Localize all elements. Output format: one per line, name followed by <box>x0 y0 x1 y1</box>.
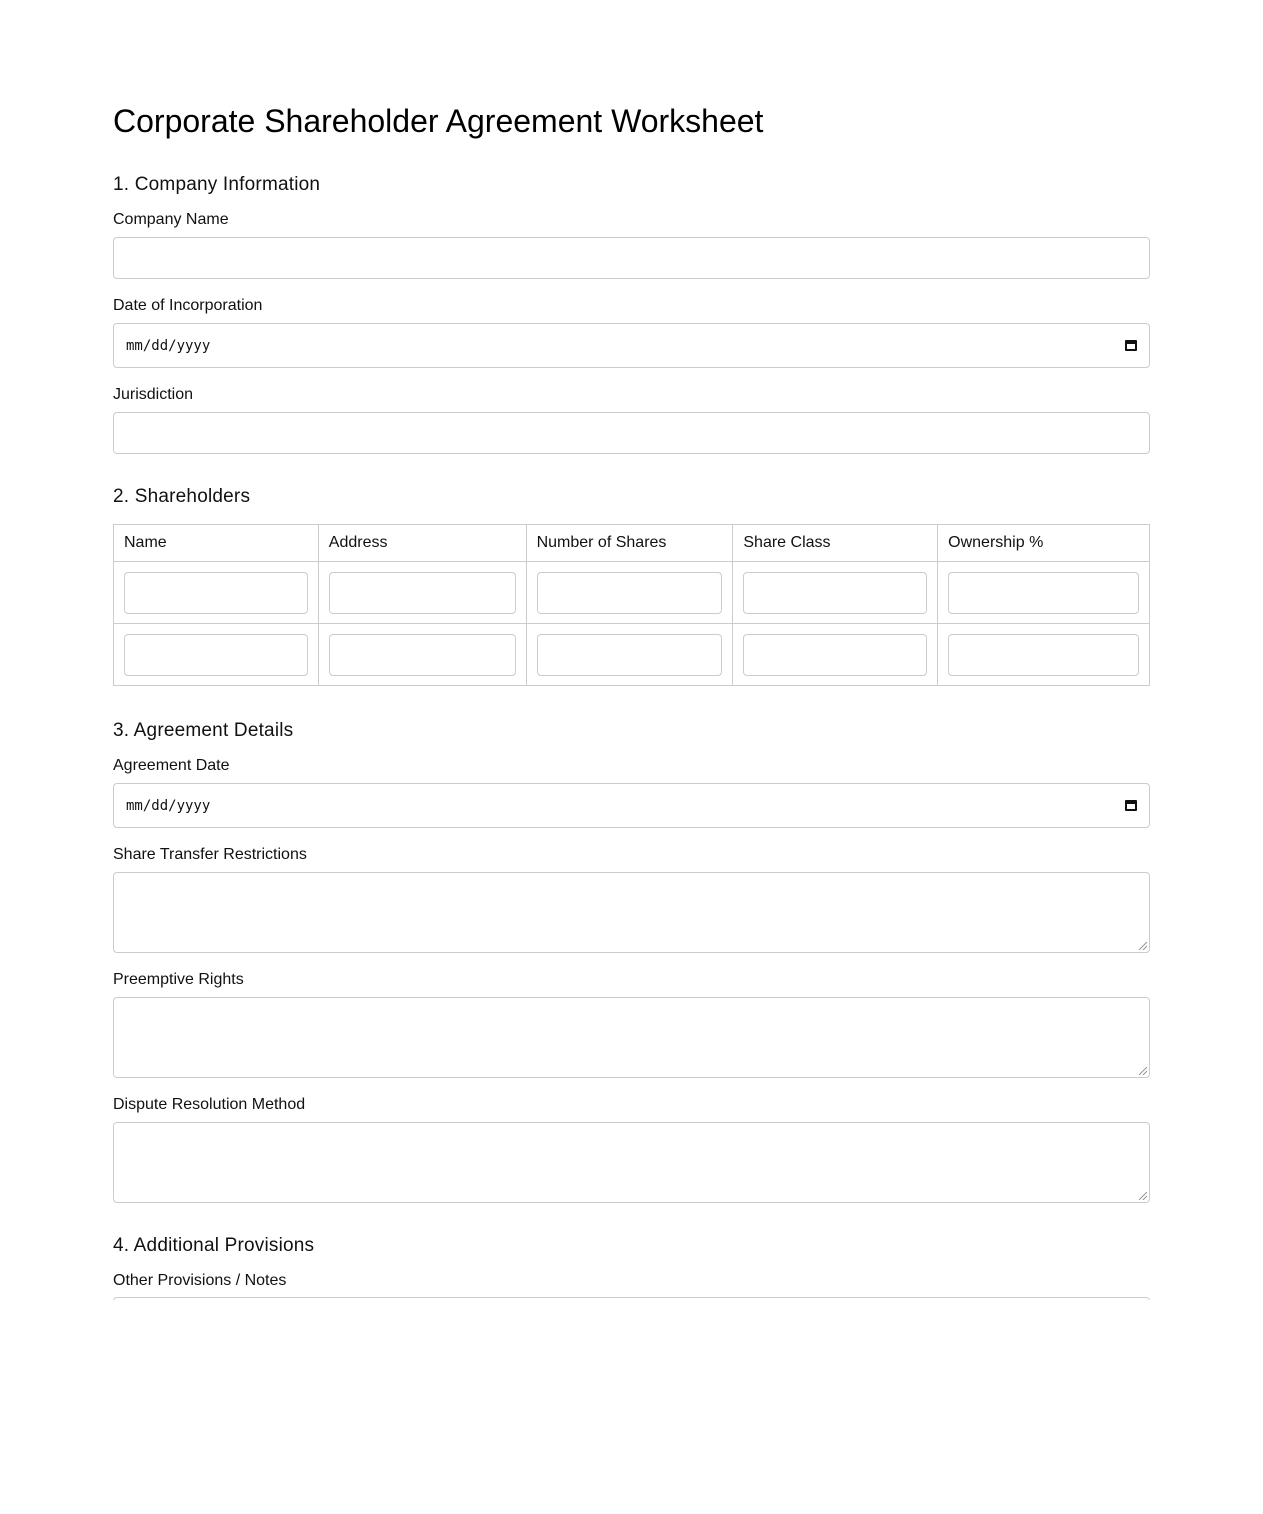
resize-handle-icon[interactable] <box>1139 1067 1147 1075</box>
transfer-restrictions-label: Share Transfer Restrictions <box>113 846 307 863</box>
jurisdiction-input[interactable] <box>113 412 1150 454</box>
table-cell <box>733 624 938 686</box>
shareholder-2-address-input[interactable] <box>329 634 516 676</box>
company-name-label: Company Name <box>113 211 229 228</box>
resize-handle-icon[interactable] <box>1139 942 1147 950</box>
table-cell <box>318 624 526 686</box>
incorporation-date-label: Date of Incorporation <box>113 297 263 314</box>
table-cell <box>938 562 1150 624</box>
dispute-resolution-textarea[interactable] <box>113 1122 1150 1203</box>
other-provisions-label: Other Provisions / Notes <box>113 1272 287 1289</box>
resize-handle-icon[interactable] <box>1139 1192 1147 1200</box>
table-header-row <box>114 525 1150 562</box>
section-heading-shareholders: 2. Shareholders <box>113 486 251 507</box>
shareholder-2-class-input[interactable] <box>743 634 927 676</box>
table-cell <box>938 624 1150 686</box>
shareholder-2-name-input[interactable] <box>124 634 308 676</box>
table-row <box>114 562 1150 624</box>
company-name-input[interactable] <box>113 237 1150 279</box>
table-cell <box>114 624 319 686</box>
other-provisions-textarea[interactable] <box>113 1297 1150 1300</box>
shareholders-table <box>113 524 1150 686</box>
shareholder-1-address-input[interactable] <box>329 572 516 614</box>
shareholder-2-ownership-input[interactable] <box>948 634 1139 676</box>
table-cell <box>114 562 319 624</box>
shareholder-1-class-input[interactable] <box>743 572 927 614</box>
preemptive-rights-label: Preemptive Rights <box>113 971 244 988</box>
incorporation-date-input[interactable] <box>113 323 1150 368</box>
dispute-resolution-label: Dispute Resolution Method <box>113 1096 306 1113</box>
calendar-icon[interactable] <box>1125 800 1137 811</box>
agreement-date-input[interactable] <box>113 783 1150 828</box>
transfer-restrictions-textarea[interactable] <box>113 872 1150 953</box>
jurisdiction-label: Jurisdiction <box>113 386 194 403</box>
table-cell <box>318 562 526 624</box>
column-header-number-of-shares: Number of Shares <box>526 525 733 562</box>
shareholder-2-shares-input[interactable] <box>537 634 723 676</box>
section-heading-additional-provisions: 4. Additional Provisions <box>113 1235 315 1256</box>
table-cell <box>526 562 733 624</box>
column-header-address: Address <box>318 525 526 562</box>
calendar-icon[interactable] <box>1125 340 1137 351</box>
agreement-date-placeholder: mm/dd/yyyy <box>126 797 211 814</box>
section-heading-agreement-details: 3. Agreement Details <box>113 720 294 741</box>
shareholder-1-name-input[interactable] <box>124 572 308 614</box>
page-title: Corporate Shareholder Agreement Worksheet <box>113 103 764 139</box>
section-heading-company-information: 1. Company Information <box>113 174 321 195</box>
column-header-ownership-percent: Ownership % <box>938 525 1150 562</box>
table-cell <box>733 562 938 624</box>
column-header-share-class: Share Class <box>733 525 938 562</box>
preemptive-rights-textarea[interactable] <box>113 997 1150 1078</box>
shareholder-1-ownership-input[interactable] <box>948 572 1139 614</box>
table-cell <box>526 624 733 686</box>
agreement-date-label: Agreement Date <box>113 757 230 774</box>
column-header-name: Name <box>114 525 319 562</box>
table-row <box>114 624 1150 686</box>
incorporation-date-placeholder: mm/dd/yyyy <box>126 337 211 354</box>
shareholder-1-shares-input[interactable] <box>537 572 723 614</box>
